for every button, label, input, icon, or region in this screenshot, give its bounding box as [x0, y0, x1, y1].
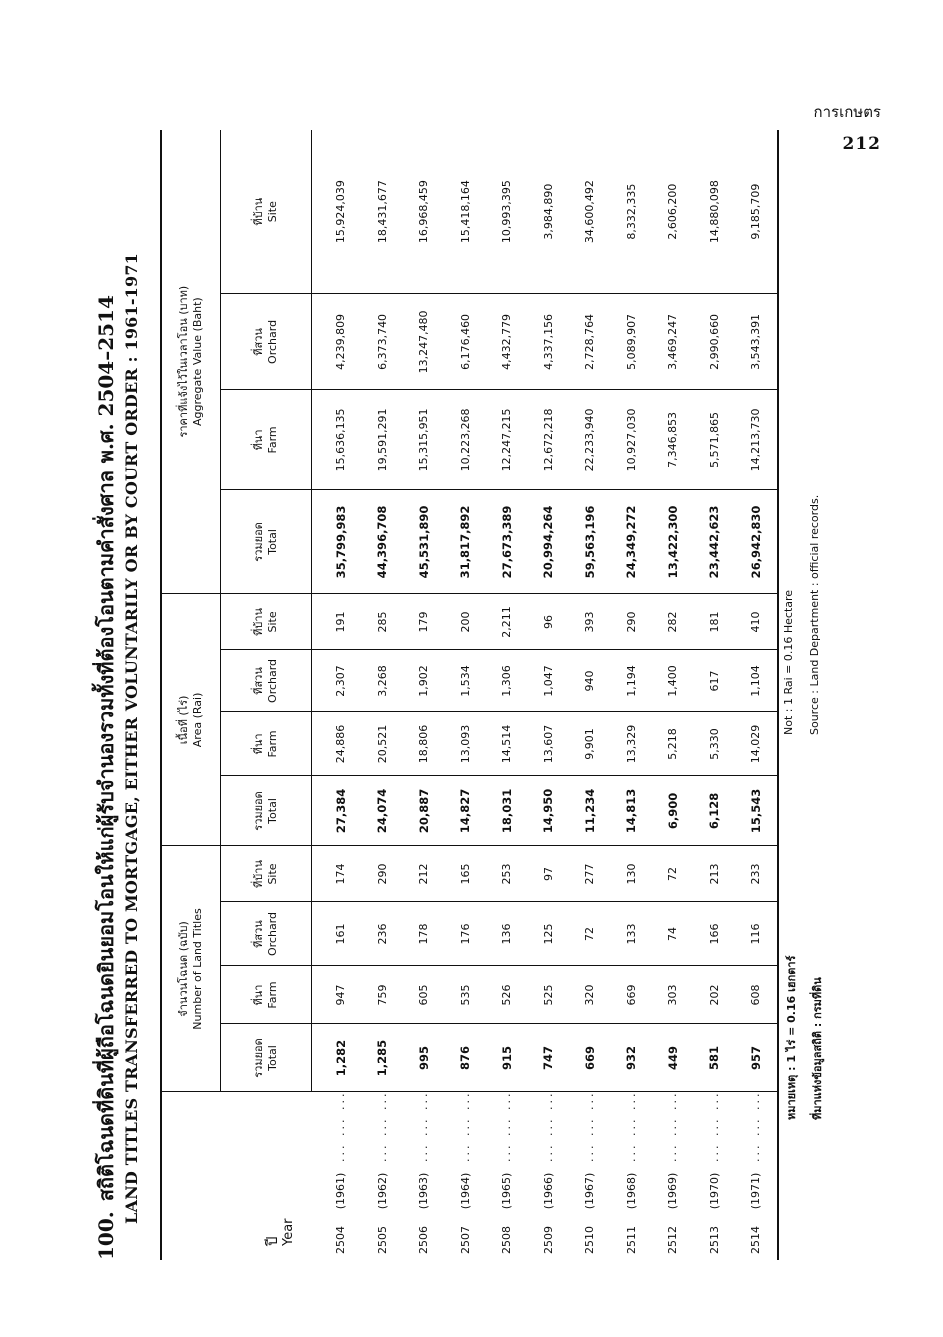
- titles-farm-cell: 526: [486, 966, 528, 1024]
- titles-site-cell: 213: [694, 846, 736, 902]
- value-farm-cell: 19,591,291: [362, 390, 404, 490]
- table-row: [735, 130, 778, 1260]
- value-total-cell: 31,817,892: [445, 490, 487, 594]
- leader-dots: ... ... ...: [707, 1090, 721, 1162]
- area-farm-cell: 20,521: [362, 712, 404, 776]
- group-header-land-titles: [161, 846, 221, 1092]
- table-row: [445, 130, 487, 1260]
- sub-header-site: [221, 130, 312, 294]
- titles-farm-cell: 202: [694, 966, 736, 1024]
- titles-site-cell: 130: [611, 846, 653, 902]
- table-body: [312, 130, 778, 1260]
- title-thai-text: สถิติโฉนดที่ดินที่ผู้ถือโฉนดยินยอมโอนให้แก่ผู้รับจำนองรวมทั้งที่ต้องโอนตามคำสั่งศาล พ.ศ. 2504–2514: [94, 295, 118, 1202]
- land-titles-table: [160, 130, 779, 1260]
- value-total-cell: 24,349,272: [611, 490, 653, 594]
- sub-header-english: Site: [266, 611, 279, 633]
- area-orchard-cell: 1,902: [403, 650, 445, 712]
- titles-orchard-cell: 236: [362, 902, 404, 966]
- area-orchard-cell: 1,306: [486, 650, 528, 712]
- value-orchard-cell: 6,176,460: [445, 294, 487, 390]
- value-total-cell: 23,442,623: [694, 490, 736, 594]
- area-farm-cell: 5,218: [652, 712, 694, 776]
- table-row: [694, 130, 736, 1260]
- value-orchard-cell: 2,728,764: [569, 294, 611, 390]
- leader-dots: ... ... ...: [583, 1090, 597, 1162]
- year-cell: [735, 1092, 778, 1260]
- titles-total-cell: 995: [403, 1024, 445, 1092]
- titles-site-cell: 277: [569, 846, 611, 902]
- area-farm-cell: 13,607: [528, 712, 570, 776]
- sub-header-thai: ที่สวน: [252, 667, 266, 695]
- value-farm-cell: 7,346,853: [652, 390, 694, 490]
- value-site-cell: 2,606,200: [652, 130, 694, 294]
- year-be: 2511: [624, 1226, 638, 1254]
- year-cell: [569, 1092, 611, 1260]
- value-total-cell: 26,942,830: [735, 490, 778, 594]
- year-header-thai: ปี: [262, 1236, 281, 1246]
- sub-header-farm: [221, 712, 312, 776]
- titles-farm-cell: 303: [652, 966, 694, 1024]
- titles-farm-cell: 947: [312, 966, 362, 1024]
- titles-total-cell: 915: [486, 1024, 528, 1092]
- value-farm-cell: 10,223,268: [445, 390, 487, 490]
- value-farm-cell: 5,571,865: [694, 390, 736, 490]
- titles-farm-cell: 605: [403, 966, 445, 1024]
- area-total-cell: 15,543: [735, 776, 778, 846]
- area-total-cell: 24,074: [362, 776, 404, 846]
- area-total-cell: 11,234: [569, 776, 611, 846]
- year-header-english: Year: [281, 1218, 297, 1246]
- titles-farm-cell: 535: [445, 966, 487, 1024]
- year-be: 2507: [458, 1226, 472, 1254]
- year-be: 2506: [417, 1226, 431, 1254]
- value-total-cell: 27,673,389: [486, 490, 528, 594]
- table-row: [611, 130, 653, 1260]
- sub-header-farm: [221, 390, 312, 490]
- sub-header-total: [221, 1024, 312, 1092]
- area-site-cell: 96: [528, 594, 570, 650]
- leader-dots: ... ... ...: [666, 1090, 680, 1162]
- year-ad: (1969): [666, 1172, 680, 1210]
- area-site-cell: 282: [652, 594, 694, 650]
- sub-header-site: [221, 846, 312, 902]
- titles-total-cell: 1,285: [362, 1024, 404, 1092]
- year-ad: (1965): [500, 1172, 514, 1210]
- area-farm-cell: 13,329: [611, 712, 653, 776]
- year-cell: [652, 1092, 694, 1260]
- group-header-english: Aggregate Value (Baht): [191, 297, 204, 427]
- area-orchard-cell: 940: [569, 650, 611, 712]
- sub-header-site: [221, 594, 312, 650]
- sub-header-thai: ที่บ้าน: [252, 197, 266, 226]
- value-orchard-cell: 3,469,247: [652, 294, 694, 390]
- area-farm-cell: 14,514: [486, 712, 528, 776]
- leader-dots: ... ... ...: [500, 1090, 514, 1162]
- area-farm-cell: 9,901: [569, 712, 611, 776]
- area-site-cell: 410: [735, 594, 778, 650]
- sub-header-english: Total: [266, 1045, 279, 1071]
- year-be: 2513: [707, 1226, 721, 1254]
- titles-orchard-cell: 136: [486, 902, 528, 966]
- year-ad: (1964): [458, 1172, 472, 1210]
- area-farm-cell: 18,806: [403, 712, 445, 776]
- rotated-table-page: [90, 130, 850, 1260]
- area-site-cell: 285: [362, 594, 404, 650]
- value-site-cell: 15,924,039: [312, 130, 362, 294]
- leader-dots: ... ... ...: [417, 1090, 431, 1162]
- titles-orchard-cell: 161: [312, 902, 362, 966]
- leader-dots: ... ... ...: [334, 1090, 347, 1162]
- area-total-cell: 14,827: [445, 776, 487, 846]
- table-row: [528, 130, 570, 1260]
- year-ad: (1963): [417, 1172, 431, 1210]
- titles-farm-cell: 320: [569, 966, 611, 1024]
- value-farm-cell: 15,315,951: [403, 390, 445, 490]
- area-total-cell: 18,031: [486, 776, 528, 846]
- area-farm-cell: 13,093: [445, 712, 487, 776]
- sub-header-total: [221, 776, 312, 846]
- value-total-cell: 35,799,983: [312, 490, 362, 594]
- titles-total-cell: 449: [652, 1024, 694, 1092]
- area-farm-cell: 14,029: [735, 712, 778, 776]
- group-header-thai: ราคาที่แจ้งไว้ในเวลาโอน (บาท): [177, 285, 191, 438]
- table-row: [486, 130, 528, 1260]
- titles-site-cell: 290: [362, 846, 404, 902]
- titles-site-cell: 212: [403, 846, 445, 902]
- year-cell: [312, 1092, 362, 1260]
- table-number: 100.: [94, 1211, 118, 1260]
- leader-dots: ... ... ...: [375, 1090, 389, 1162]
- group-header-english: Area (Rai): [191, 692, 204, 748]
- area-orchard-cell: 2,307: [312, 650, 362, 712]
- year-cell: [486, 1092, 528, 1260]
- titles-orchard-cell: 74: [652, 902, 694, 966]
- leader-dots: ... ... ...: [624, 1090, 638, 1162]
- sub-header-english: Orchard: [266, 319, 279, 364]
- table-row: [403, 130, 445, 1260]
- value-site-cell: 34,600,492: [569, 130, 611, 294]
- year-ad: (1962): [375, 1172, 389, 1210]
- area-orchard-cell: 1,194: [611, 650, 653, 712]
- source-thai: ที่มาแห่งข้อมูลสถิติ : กรมที่ดิน: [811, 977, 824, 1120]
- value-site-cell: 3,984,890: [528, 130, 570, 294]
- area-total-cell: 14,813: [611, 776, 653, 846]
- titles-farm-cell: 608: [735, 966, 778, 1024]
- sub-header-thai: ที่นา: [252, 429, 266, 451]
- titles-total-cell: 669: [569, 1024, 611, 1092]
- leader-dots: ... ... ...: [458, 1090, 472, 1162]
- area-total-cell: 20,887: [403, 776, 445, 846]
- value-farm-cell: 22,233,940: [569, 390, 611, 490]
- sub-header-thai: ที่นา: [252, 733, 266, 755]
- area-total-cell: 6,900: [652, 776, 694, 846]
- value-orchard-cell: 4,239,809: [312, 294, 362, 390]
- titles-orchard-cell: 166: [694, 902, 736, 966]
- title-block: [90, 130, 160, 1260]
- value-orchard-cell: 13,247,480: [403, 294, 445, 390]
- value-total-cell: 59,563,196: [569, 490, 611, 594]
- titles-farm-cell: 525: [528, 966, 570, 1024]
- area-site-cell: 179: [403, 594, 445, 650]
- source-english: Source : Land Department : official records.: [808, 494, 821, 735]
- sub-header-thai: ที่สวน: [252, 328, 266, 356]
- value-total-cell: 44,396,708: [362, 490, 404, 594]
- titles-orchard-cell: 133: [611, 902, 653, 966]
- value-orchard-cell: 5,089,907: [611, 294, 653, 390]
- sub-header-thai: ที่สวน: [252, 920, 266, 948]
- value-orchard-cell: 3,543,391: [735, 294, 778, 390]
- sub-header-english: Total: [266, 529, 279, 555]
- titles-total-cell: 747: [528, 1024, 570, 1092]
- group-header-thai: จำนวนโฉนด (ฉบับ): [177, 921, 191, 1017]
- year-ad: (1970): [707, 1172, 721, 1210]
- area-orchard-cell: 1,047: [528, 650, 570, 712]
- titles-farm-cell: 669: [611, 966, 653, 1024]
- footnotes: [774, 130, 844, 1260]
- area-orchard-cell: 3,268: [362, 650, 404, 712]
- sub-header-thai: รวมยอด: [252, 791, 266, 831]
- table-row: [312, 130, 362, 1260]
- value-total-cell: 45,531,890: [403, 490, 445, 594]
- value-farm-cell: 14,213,730: [735, 390, 778, 490]
- note-english: Not : 1 Rai = 0.16 Hectare: [782, 589, 795, 735]
- year-cell: [403, 1092, 445, 1260]
- area-orchard-cell: 617: [694, 650, 736, 712]
- year-ad: (1967): [583, 1172, 597, 1210]
- area-total-cell: 27,384: [312, 776, 362, 846]
- titles-total-cell: 876: [445, 1024, 487, 1092]
- year-ad: (1961): [334, 1172, 347, 1210]
- titles-total-cell: 957: [735, 1024, 778, 1092]
- sub-header-orchard: [221, 902, 312, 966]
- sub-header-english: Orchard: [266, 912, 279, 957]
- titles-orchard-cell: 125: [528, 902, 570, 966]
- titles-orchard-cell: 178: [403, 902, 445, 966]
- group-header-area: [161, 594, 221, 846]
- group-header-thai: เนื้อที่ (ไร่): [177, 695, 191, 745]
- sub-header-orchard: [221, 650, 312, 712]
- table-row: [652, 130, 694, 1260]
- year-ad: (1968): [624, 1172, 638, 1210]
- area-site-cell: 191: [312, 594, 362, 650]
- sub-header-thai: ที่บ้าน: [252, 607, 266, 636]
- table-row: [569, 130, 611, 1260]
- year-cell: [445, 1092, 487, 1260]
- value-site-cell: 16,968,459: [403, 130, 445, 294]
- sub-header-english: Orchard: [266, 658, 279, 703]
- table-title-thai: [90, 295, 122, 1260]
- value-farm-cell: 12,672,218: [528, 390, 570, 490]
- year-be: 2510: [583, 1226, 597, 1254]
- value-site-cell: 14,880,098: [694, 130, 736, 294]
- titles-total-cell: 932: [611, 1024, 653, 1092]
- table-row: [362, 130, 404, 1260]
- sub-header-english: Farm: [266, 426, 279, 454]
- group-header-english: Number of Land Titles: [191, 908, 204, 1030]
- sub-header-thai: ที่บ้าน: [252, 860, 266, 888]
- sub-header-english: Farm: [266, 981, 279, 1009]
- sub-header-thai: รวมยอด: [252, 522, 266, 562]
- area-site-cell: 200: [445, 594, 487, 650]
- year-cell: [694, 1092, 736, 1260]
- year-cell: [528, 1092, 570, 1260]
- value-farm-cell: 12,247,215: [486, 390, 528, 490]
- page-number: 212: [842, 134, 881, 154]
- note-thai: หมายเหตุ : 1 ไร่ = 0.16 เฮกตาร์: [785, 955, 798, 1120]
- value-orchard-cell: 4,432,779: [486, 294, 528, 390]
- area-site-cell: 393: [569, 594, 611, 650]
- titles-orchard-cell: 116: [735, 902, 778, 966]
- area-total-cell: 14,950: [528, 776, 570, 846]
- section-name: การเกษตร: [813, 103, 881, 121]
- sub-header-orchard: [221, 294, 312, 390]
- titles-total-cell: 1,282: [312, 1024, 362, 1092]
- titles-site-cell: 165: [445, 846, 487, 902]
- titles-site-cell: 72: [652, 846, 694, 902]
- area-site-cell: 2,211: [486, 594, 528, 650]
- value-total-cell: 20,994,264: [528, 490, 570, 594]
- value-site-cell: 8,332,335: [611, 130, 653, 294]
- titles-farm-cell: 759: [362, 966, 404, 1024]
- value-site-cell: 10,993,395: [486, 130, 528, 294]
- value-orchard-cell: 6,373,740: [362, 294, 404, 390]
- titles-site-cell: 233: [735, 846, 778, 902]
- titles-orchard-cell: 72: [569, 902, 611, 966]
- titles-site-cell: 97: [528, 846, 570, 902]
- titles-site-cell: 253: [486, 846, 528, 902]
- year-be: 2504: [334, 1226, 347, 1254]
- value-orchard-cell: 4,337,156: [528, 294, 570, 390]
- year-cell: [362, 1092, 404, 1260]
- value-orchard-cell: 2,990,660: [694, 294, 736, 390]
- leader-dots: ... ... ...: [749, 1090, 763, 1162]
- sub-header-english: Farm: [266, 730, 279, 758]
- titles-site-cell: 174: [312, 846, 362, 902]
- value-site-cell: 15,418,164: [445, 130, 487, 294]
- value-farm-cell: 10,927,030: [611, 390, 653, 490]
- titles-total-cell: 581: [694, 1024, 736, 1092]
- sub-header-thai: รวมยอด: [252, 1038, 266, 1078]
- group-header-value: [161, 130, 221, 594]
- year-ad: (1971): [749, 1172, 763, 1210]
- value-total-cell: 13,422,300: [652, 490, 694, 594]
- area-farm-cell: 24,886: [312, 712, 362, 776]
- year-header: [161, 1092, 312, 1260]
- sub-header-thai: ที่นา: [252, 984, 266, 1006]
- sub-header-english: Total: [266, 798, 279, 824]
- sub-header-farm: [221, 966, 312, 1024]
- area-orchard-cell: 1,534: [445, 650, 487, 712]
- year-be: 2512: [666, 1226, 680, 1254]
- year-ad: (1966): [541, 1172, 555, 1210]
- year-be: 2508: [500, 1226, 514, 1254]
- year-be: 2505: [375, 1226, 389, 1254]
- year-be: 2509: [541, 1226, 555, 1254]
- leader-dots: ... ... ...: [541, 1090, 555, 1162]
- area-orchard-cell: 1,400: [652, 650, 694, 712]
- titles-orchard-cell: 176: [445, 902, 487, 966]
- value-site-cell: 9,185,709: [735, 130, 778, 294]
- value-site-cell: 18,431,677: [362, 130, 404, 294]
- value-farm-cell: 15,636,135: [312, 390, 362, 490]
- area-farm-cell: 5,330: [694, 712, 736, 776]
- table-title-english: LAND TITLES TRANSFERRED TO MORTGAGE, EITHER VOLUNTARILY OR BY COURT ORDER : 1961-1971: [122, 253, 141, 1224]
- year-be: 2514: [749, 1226, 763, 1254]
- area-total-cell: 6,128: [694, 776, 736, 846]
- area-site-cell: 181: [694, 594, 736, 650]
- sub-header-english: Site: [266, 863, 279, 885]
- sub-header-total: [221, 490, 312, 594]
- area-orchard-cell: 1,104: [735, 650, 778, 712]
- year-cell: [611, 1092, 653, 1260]
- area-site-cell: 290: [611, 594, 653, 650]
- sub-header-english: Site: [266, 201, 279, 223]
